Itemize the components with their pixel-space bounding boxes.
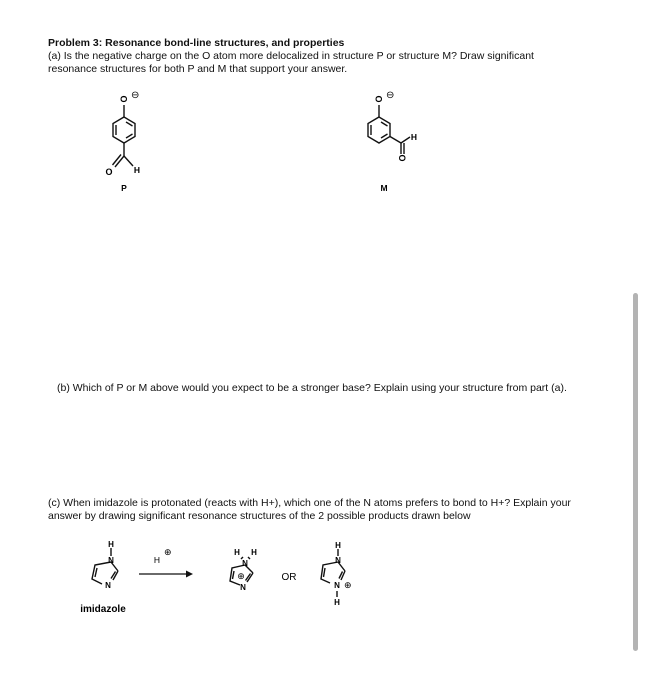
part-a-question-line1: (a) Is the negative charge on the O atom more delocalized in structure P or structure M? Draw significant	[48, 50, 534, 62]
p-negative-charge: ⊖	[131, 90, 140, 101]
product-1-n1: N	[242, 559, 248, 568]
p-label: P	[121, 183, 127, 193]
part-c-question-line1: (c) When imidazole is protonated (reacts with H+), which one of the N atoms prefers to bond to H+? Explain your	[48, 497, 571, 509]
proton-plus-charge: ⊕	[164, 547, 172, 557]
imidazole-label: imidazole	[80, 604, 126, 615]
structure-p	[100, 84, 160, 194]
part-a-question-line2: resonance structures for both P and M that support your answer.	[48, 63, 348, 75]
product-1-n3: N	[240, 583, 246, 592]
product-1-plus-charge: ⊕	[237, 571, 245, 581]
product-2-hydrogen-top: H	[335, 541, 341, 550]
or-label: OR	[281, 572, 297, 583]
m-aldehyde-oxygen: O	[397, 154, 408, 162]
imidazole-n1: N	[108, 556, 114, 565]
product-2-plus-charge: ⊕	[344, 580, 352, 590]
p-aldehyde-oxygen: O	[105, 167, 113, 177]
arrow-head-icon	[186, 571, 193, 578]
p-aldehyde-hydrogen: H	[133, 165, 141, 175]
m-oxygen-label: O	[374, 95, 384, 103]
m-label: M	[380, 183, 388, 193]
imidazole-n3: N	[105, 581, 111, 590]
product-2-n3: N	[334, 581, 340, 590]
product-2-n1: N	[335, 556, 341, 565]
product-1-hydrogen-a: H	[234, 548, 240, 557]
problem-title: Problem 3: Resonance bond-line structures, and properties	[48, 37, 345, 49]
vertical-scrollbar[interactable]	[633, 293, 638, 651]
imidazole-nh-hydrogen: H	[108, 540, 114, 549]
product-2-structure	[321, 549, 345, 597]
imidazole-structure	[92, 548, 118, 584]
product-1-hydrogen-b: H	[251, 548, 257, 557]
p-oxygen-label: O	[119, 95, 129, 103]
proton-reagent: H	[153, 555, 161, 565]
imidazole-scheme	[60, 535, 380, 625]
structure-m	[355, 84, 435, 194]
product-2-hydrogen-bottom: H	[334, 598, 340, 607]
part-c-question-line2: answer by drawing significant resonance structures of the 2 possible products drawn below	[48, 510, 471, 522]
m-aldehyde-hydrogen: H	[410, 132, 418, 142]
part-b-question: (b) Which of P or M above would you expect to be a stronger base? Explain using your structure from part (a).	[57, 382, 567, 394]
m-negative-charge: ⊖	[386, 90, 395, 101]
